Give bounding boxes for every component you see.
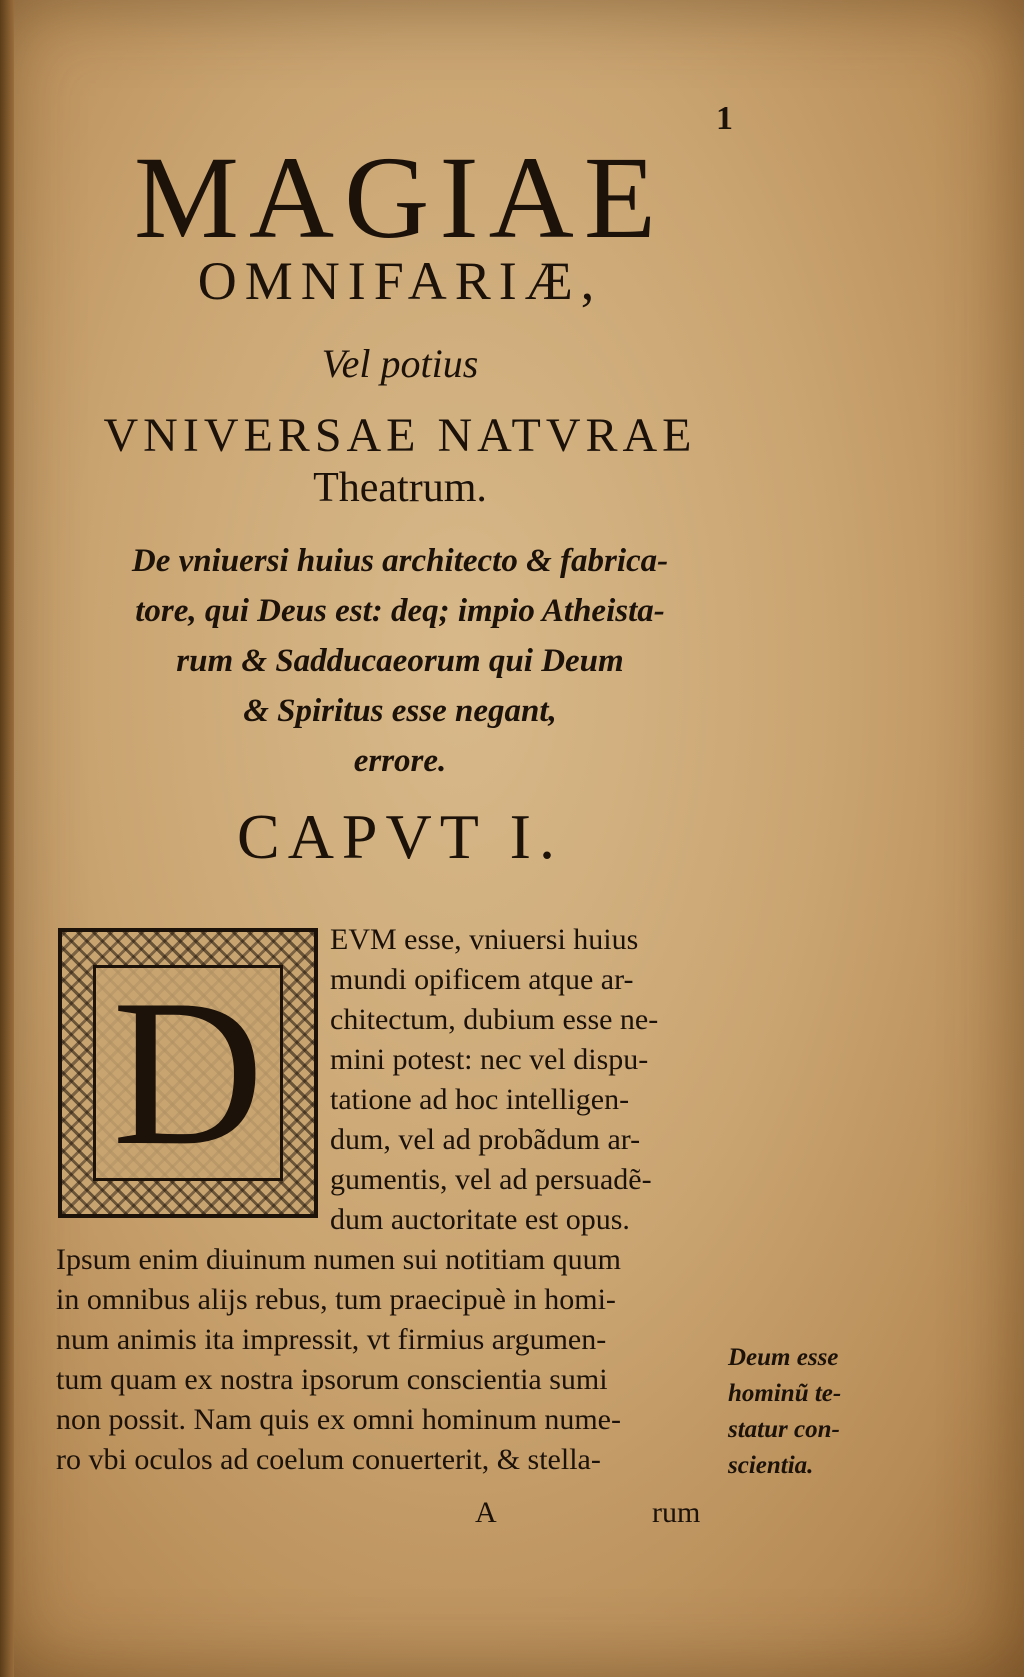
title-universae-naturae: VNIVERSAE NATVRAE bbox=[103, 409, 697, 462]
subtitle-line: errore. bbox=[353, 743, 447, 779]
marginal-note-line: hominũ te- bbox=[728, 1380, 842, 1407]
chapter-heading: CAPVT I. bbox=[237, 801, 563, 872]
text-line: non possit. Nam quis ex omni hominum nume- bbox=[56, 1403, 621, 1436]
text-line: Ipsum enim diuinum numen sui notitiam quum bbox=[56, 1243, 621, 1276]
text-line: EVM esse, vniuersi huius bbox=[330, 923, 639, 956]
subtitle-line: & Spiritus esse negant, bbox=[243, 693, 557, 729]
subtitle-line: rum & Sadducaeorum qui Deum bbox=[176, 643, 624, 679]
text-line: tatione ad hoc intelligen- bbox=[330, 1083, 630, 1116]
subtitle-line: De vniuersi huius architecto & fabrica- bbox=[131, 543, 669, 579]
page-number: 1 bbox=[716, 100, 733, 137]
title-main: MAGIAE bbox=[134, 132, 666, 263]
body-text-right-column bbox=[330, 920, 720, 1240]
marginal-note-line: scientia. bbox=[728, 1452, 814, 1479]
subtitle-line: tore, qui Deus est: deq; impio Atheista- bbox=[135, 593, 665, 629]
title-sub: OMNIFARIÆ, bbox=[197, 251, 603, 311]
text-line: dum, vel ad probãdum ar- bbox=[330, 1123, 641, 1156]
marginal-note bbox=[728, 1340, 878, 1484]
title-vel-potius: Vel potius bbox=[321, 341, 479, 386]
body-text-full-width bbox=[56, 1240, 720, 1480]
text-line: ro vbi oculos ad coelum conuerterit, & stella- bbox=[56, 1443, 601, 1476]
marginal-note-line: Deum esse bbox=[728, 1344, 839, 1371]
text-line: chitectum, dubium esse ne- bbox=[330, 1003, 659, 1036]
page-binding-edge bbox=[0, 0, 14, 1677]
signature-mark: A bbox=[475, 1496, 497, 1529]
text-line: in omnibus alijs rebus, tum praecipuè in homi- bbox=[56, 1283, 616, 1316]
title-theatrum: Theatrum. bbox=[313, 465, 487, 511]
text-line: dum auctoritate est opus. bbox=[330, 1203, 630, 1236]
text-line: tum quam ex nostra ipsorum conscientia sumi bbox=[56, 1363, 608, 1396]
text-line: gumentis, vel ad persuadẽ- bbox=[330, 1163, 652, 1196]
text-line: mini potest: nec vel dispu- bbox=[330, 1043, 649, 1076]
text-line: mundi opificem atque ar- bbox=[330, 963, 634, 996]
catchword: rum bbox=[652, 1496, 701, 1529]
marginal-note-line: statur con- bbox=[728, 1416, 840, 1443]
text-line: num animis ita impressit, vt firmius argumen- bbox=[56, 1323, 607, 1356]
decorated-initial bbox=[58, 928, 318, 1218]
drop-cap-letter: D bbox=[93, 965, 283, 1181]
chapter-subtitle bbox=[50, 536, 750, 786]
